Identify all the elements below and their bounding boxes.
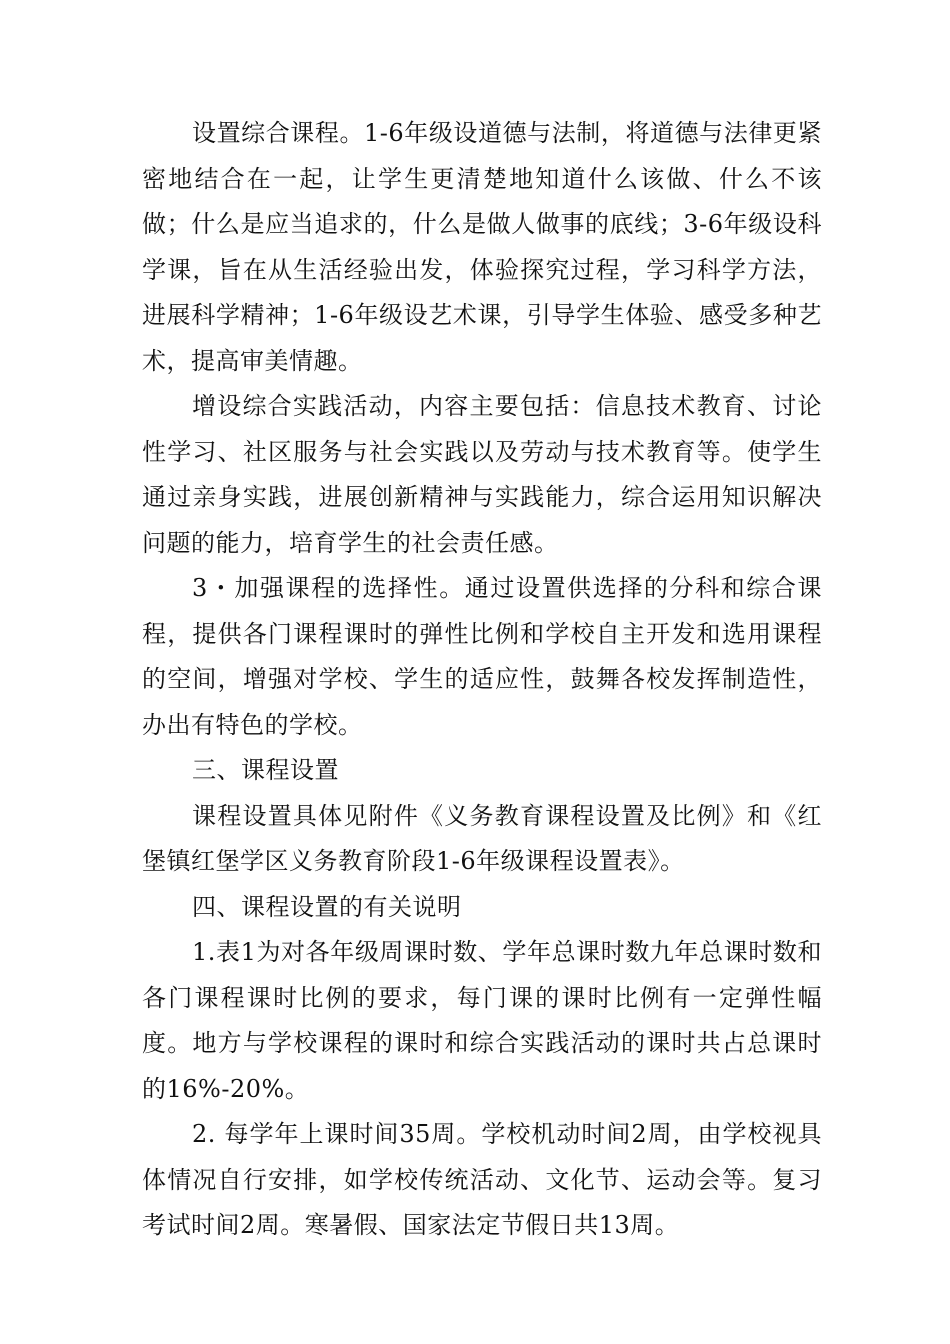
paragraph-course-setup-details: 课程设置具体见附件《义务教育课程设置及比例》和《红堡镇红堡学区义务教育阶段1-6年级课程设置表》。 bbox=[142, 801, 822, 875]
paragraph-integrated-courses: 设置综合课程。1-6年级设道德与法制，将道德与法律更紧密地结合在一起，让学生更清楚地知道什么该做、什么不该做；什么是应当追求的，什么是做人做事的底线；3-6年级设科学课，旨在从生活经验出发，体验探究过程，学习科学方法，进展科学精神；1-6年级设艺术课，引导学生体验、感受多种艺术，提高审美情趣。 bbox=[142, 119, 822, 375]
document-body bbox=[142, 111, 822, 1249]
paragraph-practice-activities: 增设综合实践活动，内容主要包括：信息技术教育、讨论性学习、社区服务与社会实践以及劳动与技术教育等。使学生通过亲身实践，进展创新精神与实践能力，综合运用知识解决问题的能力，培育学生的社会责任感。 bbox=[142, 392, 822, 557]
paragraph-course-selectivity: 3・加强课程的选择性。通过设置供选择的分科和综合课程，提供各门课程课时的弹性比例和学校自主开发和选用课程的空间，增强对学校、学生的适应性，鼓舞各校发挥制造性，办出有特色的学校。 bbox=[142, 574, 822, 739]
paragraph-note-2: 2. 每学年上课时间35周。学校机动时间2周，由学校视具体情况自行安排，如学校传统活动、文化节、运动会等。复习考试时间2周。寒暑假、国家法定节假日共13周。 bbox=[142, 1120, 822, 1239]
section-heading-course-notes: 四、课程设置的有关说明 bbox=[192, 892, 462, 921]
section-heading-course-setup: 三、课程设置 bbox=[192, 756, 339, 784]
paragraph-note-1: 1.表1为对各年级周课时数、学年总课时数九年总课时数和各门课程课时比例的要求，每门课的课时比例有一定弹性幅度。地方与学校课程的课时和综合实践活动的课时共占总课时的16%-20%。 bbox=[142, 938, 822, 1103]
